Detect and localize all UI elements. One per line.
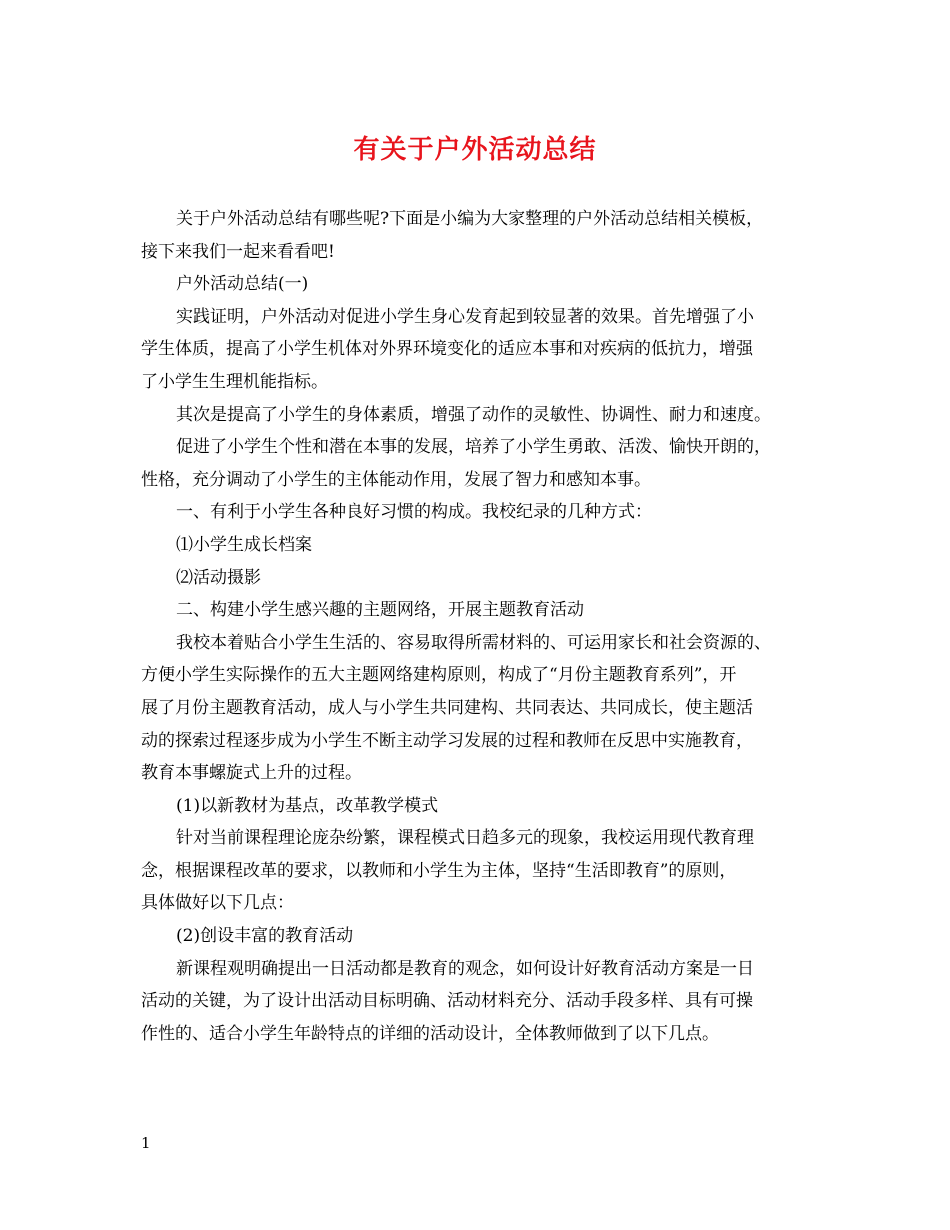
- paragraph-line: 接下来我们一起来看看吧!: [141, 241, 335, 262]
- paragraph-line: 一、有利于小学生各种良好习惯的构成。我校纪录的几种方式：: [176, 502, 652, 523]
- paragraph-line: 学生体质，提高了小学生机体对外界环境变化的适应本事和对疾病的低抗力，增强: [141, 339, 753, 360]
- paragraph-line: 教育本事螺旋式上升的过程。: [141, 763, 362, 784]
- paragraph-line: 作性的、适合小学生年龄特点的详细的活动设计，全体教师做到了以下几点。: [141, 1023, 719, 1044]
- paragraph-line: 其次是提高了小学生的身体素质，增强了动作的灵敏性、协调性、耐力和速度。: [176, 404, 771, 425]
- paragraph-line: 活动的关键，为了设计出活动目标明确、活动材料充分、活动手段多样、具有可操: [141, 991, 753, 1012]
- paragraph-line: 展了月份主题教育活动，成人与小学生共同建构、共同表达、共同成长，使主题活: [141, 697, 753, 718]
- list-item: ⑴小学生成长档案: [176, 534, 312, 555]
- paragraph-line: 动的探索过程逐步成为小学生不断主动学习发展的过程和教师在反思中实施教育，: [141, 730, 753, 751]
- paragraph-line: 针对当前课程理论庞杂纷繁，课程模式日趋多元的现象，我校运用现代教育理: [176, 828, 754, 849]
- page-number: 1: [141, 1134, 151, 1152]
- paragraph-line: 促进了小学生个性和潜在本事的发展，培养了小学生勇敢、活泼、愉快开朗的，: [176, 437, 771, 458]
- paragraph-line: 性格，充分调动了小学生的主体能动作用，发展了智力和感知本事。: [141, 469, 651, 490]
- list-item: ⑵活动摄影: [176, 567, 261, 588]
- section-heading: 户外活动总结(一): [176, 274, 309, 295]
- paragraph-line: 我校本着贴合小学生生活的、容易取得所需材料的、可运用家长和社会资源的、: [176, 632, 771, 653]
- paragraph-line: 念，根据课程改革的要求，以教师和小学生为主体，坚持“生活即教育”的原则，: [141, 860, 737, 881]
- paragraph-line: 实践证明，户外活动对促进小学生身心发育起到较显著的效果。首先增强了小: [176, 306, 754, 327]
- paragraph-line: 二、构建小学生感兴趣的主题网络，开展主题教育活动: [176, 600, 584, 621]
- paragraph-line: 关于户外活动总结有哪些呢?下面是小编为大家整理的户外活动总结相关模板，: [176, 209, 764, 229]
- subsection-heading: (2)创设丰富的教育活动: [176, 926, 354, 947]
- paragraph-line: 了小学生生理机能指标。: [141, 371, 328, 392]
- subsection-heading: (1)以新教材为基点，改革教学模式: [176, 795, 439, 816]
- paragraph-line: 新课程观明确提出一日活动都是教育的观念，如何设计好教育活动方案是一日: [176, 958, 754, 979]
- paragraph-line: 具体做好以下几点：: [141, 893, 294, 914]
- document-title: 有关于户外活动总结: [353, 135, 597, 165]
- paragraph-line: 方便小学生实际操作的五大主题网络建构原则，构成了“月份主题教育系列”，开: [141, 665, 737, 686]
- document-body: [141, 203, 831, 1050]
